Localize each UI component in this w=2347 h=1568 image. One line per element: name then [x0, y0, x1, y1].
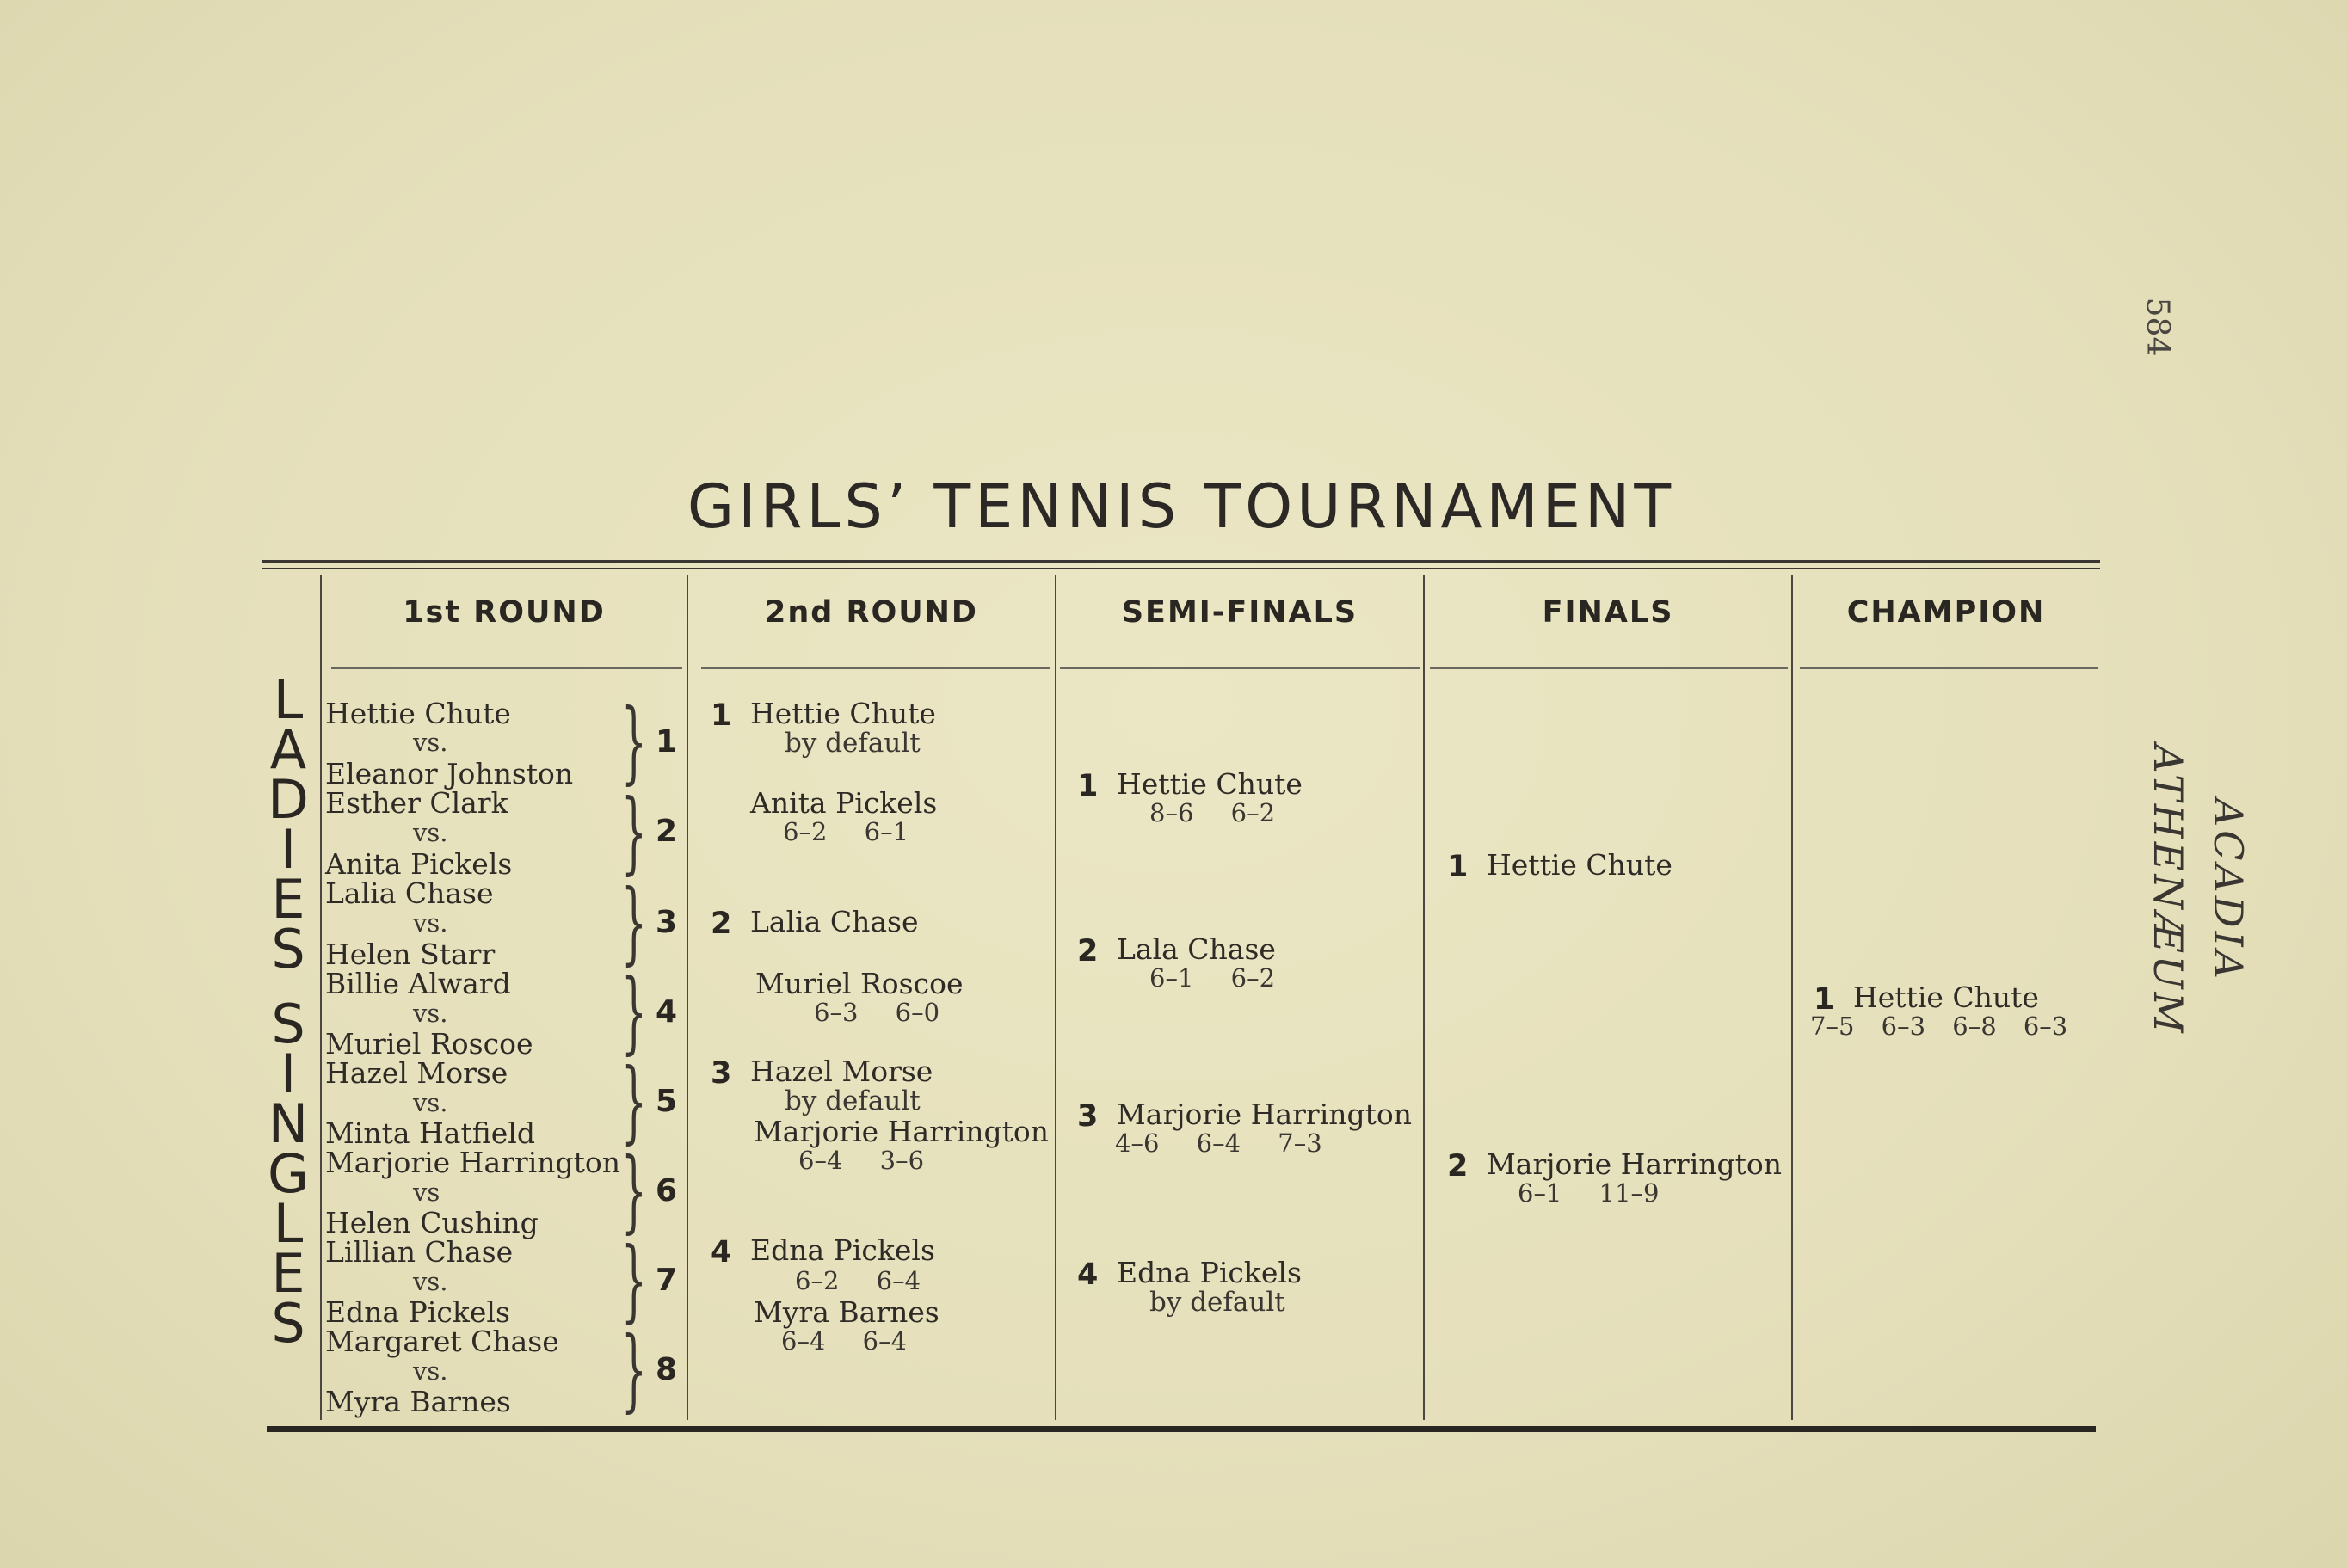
- header-underline: [331, 667, 682, 669]
- side-label-letter: G: [267, 1142, 310, 1205]
- seed-number: 1: [1814, 982, 1835, 1017]
- header-underline: [1430, 667, 1788, 669]
- bracket-brace: }: [621, 779, 647, 884]
- seed-number: 2: [1447, 1149, 1469, 1184]
- column-header-champion: CHAMPION: [1846, 595, 2046, 630]
- bottom-rule: [267, 1426, 2096, 1432]
- champion-name: Hettie Chute: [1853, 981, 2039, 1014]
- seed-number: 3: [711, 1056, 732, 1091]
- seed-number: 4: [1077, 1257, 1099, 1292]
- second-round-player: Hazel Morse: [750, 1055, 933, 1088]
- side-label-letter: S: [271, 918, 305, 981]
- page-title: GIRLS’ TENNIS TOURNAMENT: [687, 471, 1676, 542]
- second-round-player: Marjorie Harrington: [754, 1115, 1050, 1148]
- bracket-brace: }: [621, 1138, 647, 1243]
- first-round-player: Margaret Chase: [325, 1325, 559, 1358]
- first-round-player: Hettie Chute: [325, 697, 511, 730]
- running-head: ACADIA ATHENÆUM: [2145, 744, 2252, 1036]
- match-score: 6–1 11–9: [1518, 1178, 1660, 1208]
- first-round-player: Lillian Chase: [325, 1235, 514, 1269]
- match-number: 7: [656, 1263, 678, 1298]
- match-number: 3: [656, 905, 678, 940]
- semi-final-player: Marjorie Harrington: [1117, 1098, 1413, 1131]
- first-round-player: Eleanor Johnston: [325, 757, 574, 790]
- side-label-letter: D: [268, 768, 309, 831]
- vs-label: vs.: [413, 728, 448, 757]
- seed-number: 4: [711, 1235, 732, 1270]
- result-note: by default: [785, 728, 921, 759]
- match-number: 8: [656, 1352, 678, 1387]
- match-score: 6–4 6–4: [781, 1326, 908, 1356]
- semi-final-player: Hettie Chute: [1117, 767, 1303, 801]
- match-score: 6–3 6–0: [814, 998, 940, 1027]
- first-round-player: Helen Cushing: [325, 1206, 539, 1239]
- match-number: 4: [656, 994, 678, 1030]
- page-number: 584: [2140, 297, 2175, 357]
- header-underline: [701, 667, 1050, 669]
- header-underline: [1800, 667, 2098, 669]
- match-score: 4–6 6–4 7–3: [1115, 1128, 1322, 1158]
- match-score: 6–2 6–1: [783, 817, 909, 846]
- first-round-player: Anita Pickels: [325, 847, 513, 881]
- bracket-brace: }: [621, 1317, 647, 1422]
- match-number: 1: [656, 724, 678, 759]
- side-label-letter: L: [273, 668, 304, 731]
- bracket-brace: }: [621, 959, 647, 1064]
- first-round-player: Myra Barnes: [325, 1385, 511, 1418]
- bracket-brace: }: [621, 1227, 647, 1332]
- column-header-second-round: 2nd ROUND: [765, 595, 978, 630]
- vs-label: vs.: [413, 1267, 448, 1296]
- first-round-player: Hazel Morse: [325, 1056, 508, 1090]
- second-round-player: Muriel Roscoe: [755, 967, 964, 1000]
- first-round-player: Minta Hatfield: [325, 1116, 535, 1150]
- seed-number: 2: [711, 907, 732, 941]
- vs-label: vs.: [413, 908, 448, 938]
- vs-label: vs.: [413, 1088, 448, 1117]
- vs-label: vs.: [413, 818, 448, 847]
- bracket-brace: }: [621, 689, 647, 794]
- top-rule: [262, 560, 2100, 563]
- match-score: 6–1 6–2: [1149, 963, 1276, 993]
- side-label-letter: S: [271, 993, 305, 1055]
- side-label-letter: S: [271, 1292, 305, 1355]
- column-header-finals: FINALS: [1542, 595, 1674, 630]
- vs-label: vs: [413, 1178, 440, 1207]
- semi-final-player: Lala Chase: [1117, 932, 1276, 966]
- match-number: 5: [656, 1084, 678, 1119]
- column-header-first-round: 1st ROUND: [403, 595, 606, 630]
- second-round-player: Myra Barnes: [754, 1295, 939, 1329]
- match-score: 8–6 6–2: [1149, 798, 1276, 827]
- side-label-letter: I: [280, 818, 297, 881]
- first-round-player: Edna Pickels: [325, 1295, 510, 1329]
- first-round-player: Muriel Roscoe: [325, 1027, 533, 1061]
- first-round-player: Billie Alward: [325, 967, 511, 1000]
- first-round-player: Esther Clark: [325, 786, 508, 820]
- second-round-player: Lalia Chase: [750, 905, 919, 938]
- side-label-letter: I: [280, 1042, 297, 1105]
- column-divider: [687, 575, 688, 1420]
- match-number: 6: [656, 1173, 678, 1208]
- seed-number: 1: [1447, 850, 1469, 884]
- side-label-singles: [262, 993, 314, 1355]
- top-rule-thin: [262, 568, 2100, 569]
- result-note: by default: [785, 1085, 921, 1116]
- second-round-player: Edna Pickels: [750, 1233, 935, 1267]
- bracket-brace: }: [621, 1048, 647, 1153]
- side-label-letter: A: [269, 718, 307, 781]
- side-label-letter: L: [273, 1192, 304, 1255]
- second-round-player: Anita Pickels: [750, 786, 938, 820]
- first-round-player: Helen Starr: [325, 938, 496, 971]
- match-score: 6–4 3–6: [798, 1146, 925, 1175]
- seed-number: 3: [1077, 1099, 1099, 1134]
- column-divider: [1423, 575, 1425, 1420]
- column-divider: [1055, 575, 1056, 1420]
- second-round-player: Hettie Chute: [750, 697, 936, 730]
- vs-label: vs.: [413, 999, 448, 1028]
- side-label-ladies: [262, 668, 314, 981]
- column-header-semi-finals: SEMI-FINALS: [1121, 595, 1358, 630]
- side-label-letter: E: [271, 868, 305, 931]
- seed-number: 2: [1077, 934, 1099, 968]
- match-number: 2: [656, 814, 678, 849]
- result-note: by default: [1149, 1287, 1285, 1318]
- side-label-letter: N: [268, 1092, 309, 1155]
- seed-number: 1: [711, 698, 732, 733]
- semi-final-player: Edna Pickels: [1117, 1256, 1302, 1289]
- bracket-brace: }: [621, 870, 647, 975]
- finals-player: Hettie Chute: [1487, 848, 1672, 882]
- finals-player: Marjorie Harrington: [1487, 1147, 1783, 1181]
- column-divider: [1791, 575, 1793, 1420]
- match-score: 7–5 6–3 6–8 6–3: [1810, 1012, 2068, 1041]
- header-underline: [1060, 667, 1420, 669]
- column-divider: [320, 575, 322, 1420]
- first-round-player: Marjorie Harrington: [325, 1146, 621, 1179]
- first-round-player: Lalia Chase: [325, 876, 494, 910]
- seed-number: 1: [1077, 769, 1099, 803]
- vs-label: vs.: [413, 1356, 448, 1386]
- match-score: 6–2 6–4: [795, 1266, 921, 1295]
- side-label-letter: E: [271, 1242, 305, 1305]
